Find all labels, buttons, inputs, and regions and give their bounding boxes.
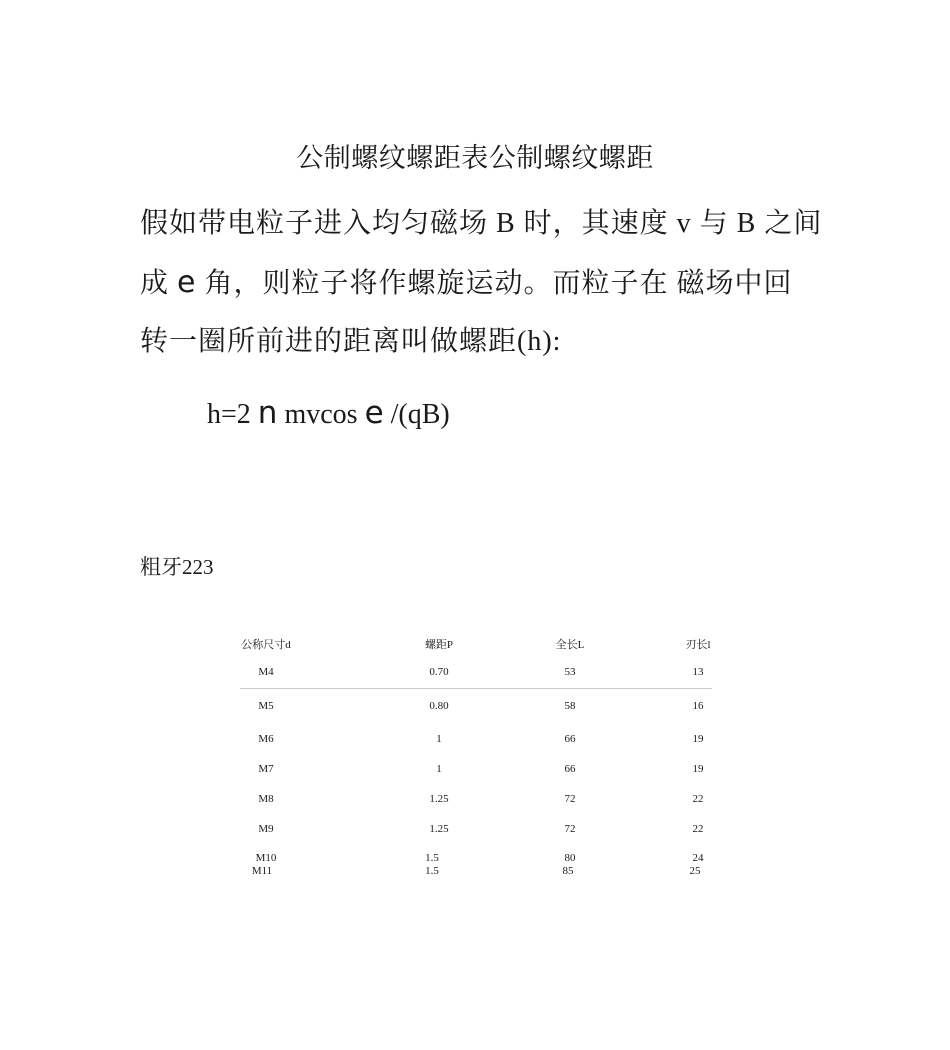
table-cell-size: M8 [258,793,274,805]
pitch-formula [207,395,450,431]
paragraph-line-1: 假如带电粒子进入均匀磁场 B 时，其速度 v 与 B 之间 [140,208,823,239]
table-cell-pitch: 1.5 [425,852,439,864]
table-cell-size: M9 [258,823,274,835]
table-cell-length: 80 [564,852,576,864]
formula-part-2: mvcos [277,399,365,430]
theta-symbol: e [177,264,197,300]
table-cell-cutting-length: 13 [692,666,704,678]
table-cell-length: 72 [564,823,576,835]
page-title: 公制螺纹螺距表公制螺纹螺距 [296,143,654,173]
table-cell-size: M11 [251,865,273,877]
table-cell-size: M6 [258,733,274,745]
paragraph-line-2 [140,254,830,314]
table-cell-length: 85 [562,865,574,877]
table-cell-cutting-length: 22 [692,793,704,805]
table-cell-cutting-length: 19 [692,763,704,775]
paragraph-line-2-end: 角，则粒子将作螺旋运动。而粒子在 磁场中回 [196,267,793,299]
table-cell-length: 72 [564,793,576,805]
table-cell-cutting-length: 22 [692,823,704,835]
table-header-size: 公称尺寸d [241,639,291,651]
table-cell-cutting-length: 24 [692,852,704,864]
table-header-cutting-length: 刃长l [685,639,711,651]
theta-symbol: e [364,395,384,431]
table-cell-cutting-length: 25 [689,865,701,877]
table-cell-pitch: 0.70 [429,666,449,678]
table-cell-length: 53 [564,666,576,678]
section-label: 粗牙223 [140,555,214,579]
body-paragraph [140,195,830,372]
table-cell-size: M7 [258,763,274,775]
table-cell-length: 66 [564,763,576,775]
paragraph-line-2-start: 成 [140,267,178,299]
table-cell-pitch: 1.25 [429,793,449,805]
formula-part-3: /(qB) [383,399,450,430]
table-cell-pitch: 1.5 [425,865,439,877]
table-header-length: 全长L [555,639,585,651]
table-cell-cutting-length: 19 [692,733,704,745]
table-cell-size: M5 [258,700,274,712]
table-cell-length: 58 [564,700,576,712]
formula-part-1: h=2 [207,399,258,430]
table-cell-size: M10 [255,852,277,864]
table-cell-length: 66 [564,733,576,745]
table-cell-pitch: 1.25 [429,823,449,835]
table-cell-pitch: 1 [436,763,442,775]
pi-symbol: n [257,395,278,431]
table-divider [240,688,712,689]
table-cell-cutting-length: 16 [692,700,704,712]
table-cell-pitch: 0.80 [429,700,449,712]
table-cell-size: M4 [258,666,274,678]
paragraph-line-3: 转一圈所前进的距离叫做螺距(h): [140,326,562,357]
table-cell-pitch: 1 [436,733,442,745]
table-header-pitch: 螺距P [424,639,454,651]
